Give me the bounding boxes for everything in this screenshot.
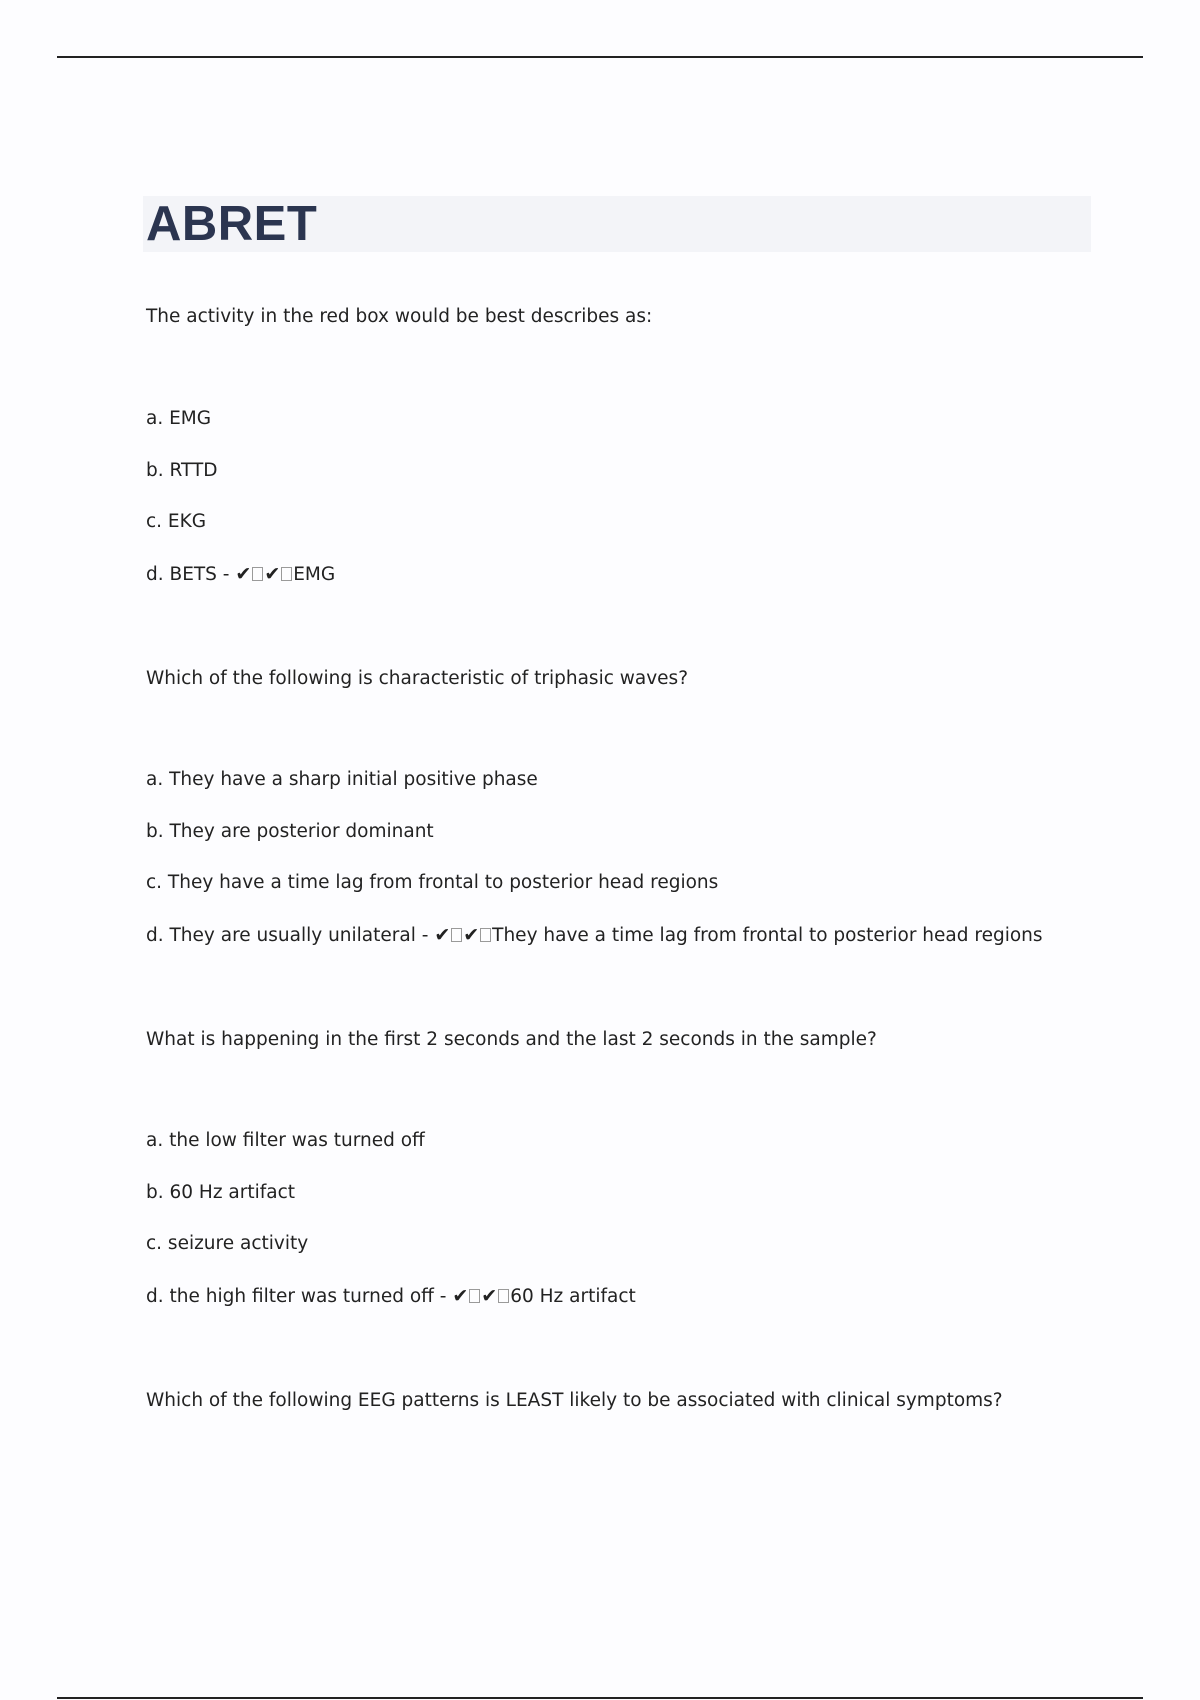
question-1-prompt: The activity in the red box would be best describes as: xyxy=(146,306,653,327)
question-2-option-d: d. They are usually unilateral - xyxy=(146,925,429,946)
question-4-prompt: Which of the following EEG patterns is LEAST likely to be associated with clinical symptoms? xyxy=(146,1390,1003,1411)
missing-glyph-icon xyxy=(469,1289,480,1303)
missing-glyph-icon xyxy=(252,567,263,581)
question-3-option-d-line xyxy=(146,1284,636,1309)
question-1-option-c: c. EKG xyxy=(146,511,207,532)
missing-glyph-icon xyxy=(480,928,491,942)
header-rule xyxy=(57,56,1143,58)
question-2-option-b: b. They are posterior dominant xyxy=(146,821,434,842)
question-3-option-d: d. the high filter was turned off - xyxy=(146,1286,447,1307)
question-3-prompt: What is happening in the first 2 seconds and the last 2 seconds in the sample? xyxy=(146,1029,877,1050)
question-1-option-a: a. EMG xyxy=(146,408,212,429)
question-2-answer: They have a time lag from frontal to posterior head regions xyxy=(492,925,1043,946)
missing-glyph-icon xyxy=(451,928,462,942)
question-2-option-d-line xyxy=(146,923,1043,948)
check-mark-icon: ✔ xyxy=(434,924,451,946)
footer-rule xyxy=(57,1697,1143,1699)
question-3-option-b: b. 60 Hz artifact xyxy=(146,1182,296,1203)
question-2-prompt: Which of the following is characteristic of triphasic waves? xyxy=(146,668,689,689)
question-2-option-a: a. They have a sharp initial positive phase xyxy=(146,769,538,790)
question-3-option-c: c. seizure activity xyxy=(146,1233,309,1254)
question-3-answer: 60 Hz artifact xyxy=(510,1286,636,1307)
question-2-option-c: c. They have a time lag from frontal to posterior head regions xyxy=(146,872,719,893)
missing-glyph-icon xyxy=(281,567,292,581)
question-1-answer: EMG xyxy=(293,564,336,585)
check-mark-icon: ✔ xyxy=(463,924,480,946)
document-title: ABRET xyxy=(146,197,318,251)
question-1-option-d-line xyxy=(146,562,335,587)
check-mark-icon: ✔ xyxy=(235,563,252,585)
check-mark-icon: ✔ xyxy=(452,1285,469,1307)
check-mark-icon: ✔ xyxy=(264,563,281,585)
question-1-option-d: d. BETS - xyxy=(146,564,230,585)
check-mark-icon: ✔ xyxy=(481,1285,498,1307)
missing-glyph-icon xyxy=(498,1289,509,1303)
question-1-option-b: b. RTTD xyxy=(146,460,218,481)
question-3-option-a: a. the low filter was turned off xyxy=(146,1130,425,1151)
